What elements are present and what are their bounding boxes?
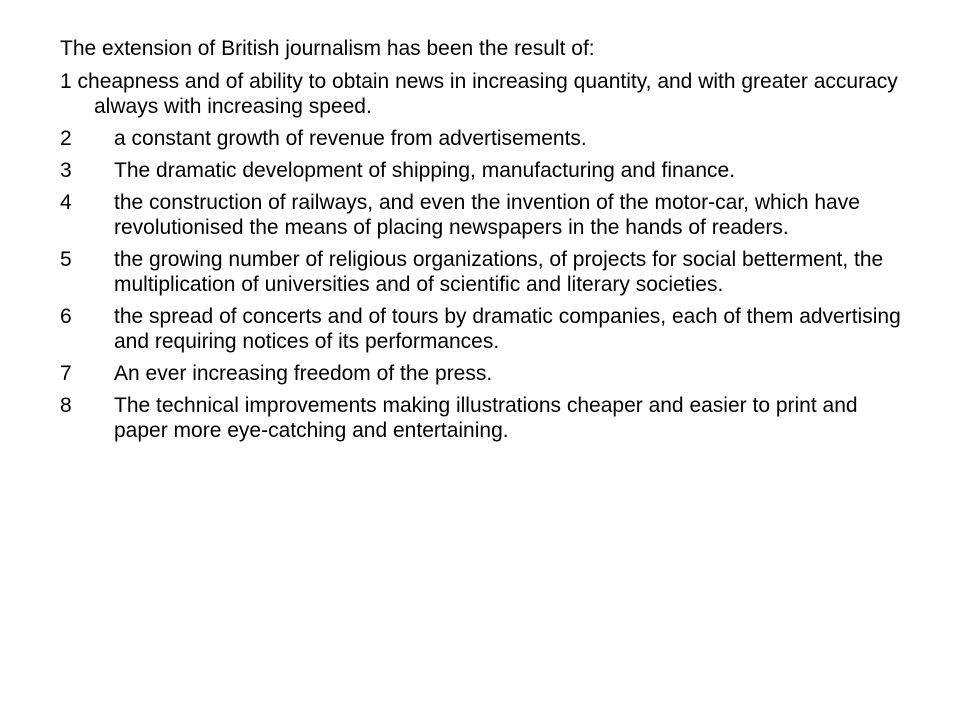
list-item-5 <box>60 247 910 297</box>
item-text: a constant growth of revenue from advertisements. <box>114 127 587 150</box>
intro-text: The extension of British journalism has been the result of: <box>60 37 595 60</box>
list-item-3 <box>60 158 910 183</box>
list-item-6 <box>60 304 910 354</box>
item-text: cheapness and of ability to obtain news in increasing quantity, and with greater accuracy always with increasing speed. <box>77 70 898 118</box>
item-number: 7 <box>60 362 72 385</box>
item-text: An ever increasing freedom of the press. <box>114 362 493 385</box>
item-text: The technical improvements making illustrations cheaper and easier to print and paper more eye-catching and entertaining. <box>114 394 858 442</box>
list-item-4 <box>60 190 910 240</box>
item-number: 3 <box>60 159 72 182</box>
item-number: 2 <box>60 127 72 150</box>
item-text: the spread of concerts and of tours by dramatic companies, each of them advertising and requiring notices of its performances. <box>114 305 901 353</box>
list-item-7 <box>60 361 910 386</box>
list-item-1 <box>60 69 910 119</box>
list-item-2 <box>60 126 910 151</box>
item-text: the construction of railways, and even the invention of the motor-car, which have revolutionised the means of placing newspapers in the hands of readers. <box>114 191 860 239</box>
item-number: 8 <box>60 394 72 417</box>
slide-content <box>60 36 910 450</box>
list-item-8 <box>60 393 910 443</box>
item-number: 6 <box>60 305 72 328</box>
item-number: 5 <box>60 248 72 271</box>
item-number: 4 <box>60 191 72 214</box>
item-text: the growing number of religious organizations, of projects for social betterment, the multiplication of universities and of scientific and literary societies. <box>114 248 884 296</box>
item-number: 1 <box>60 70 78 93</box>
item-text: The dramatic development of shipping, manufacturing and finance. <box>114 159 736 182</box>
